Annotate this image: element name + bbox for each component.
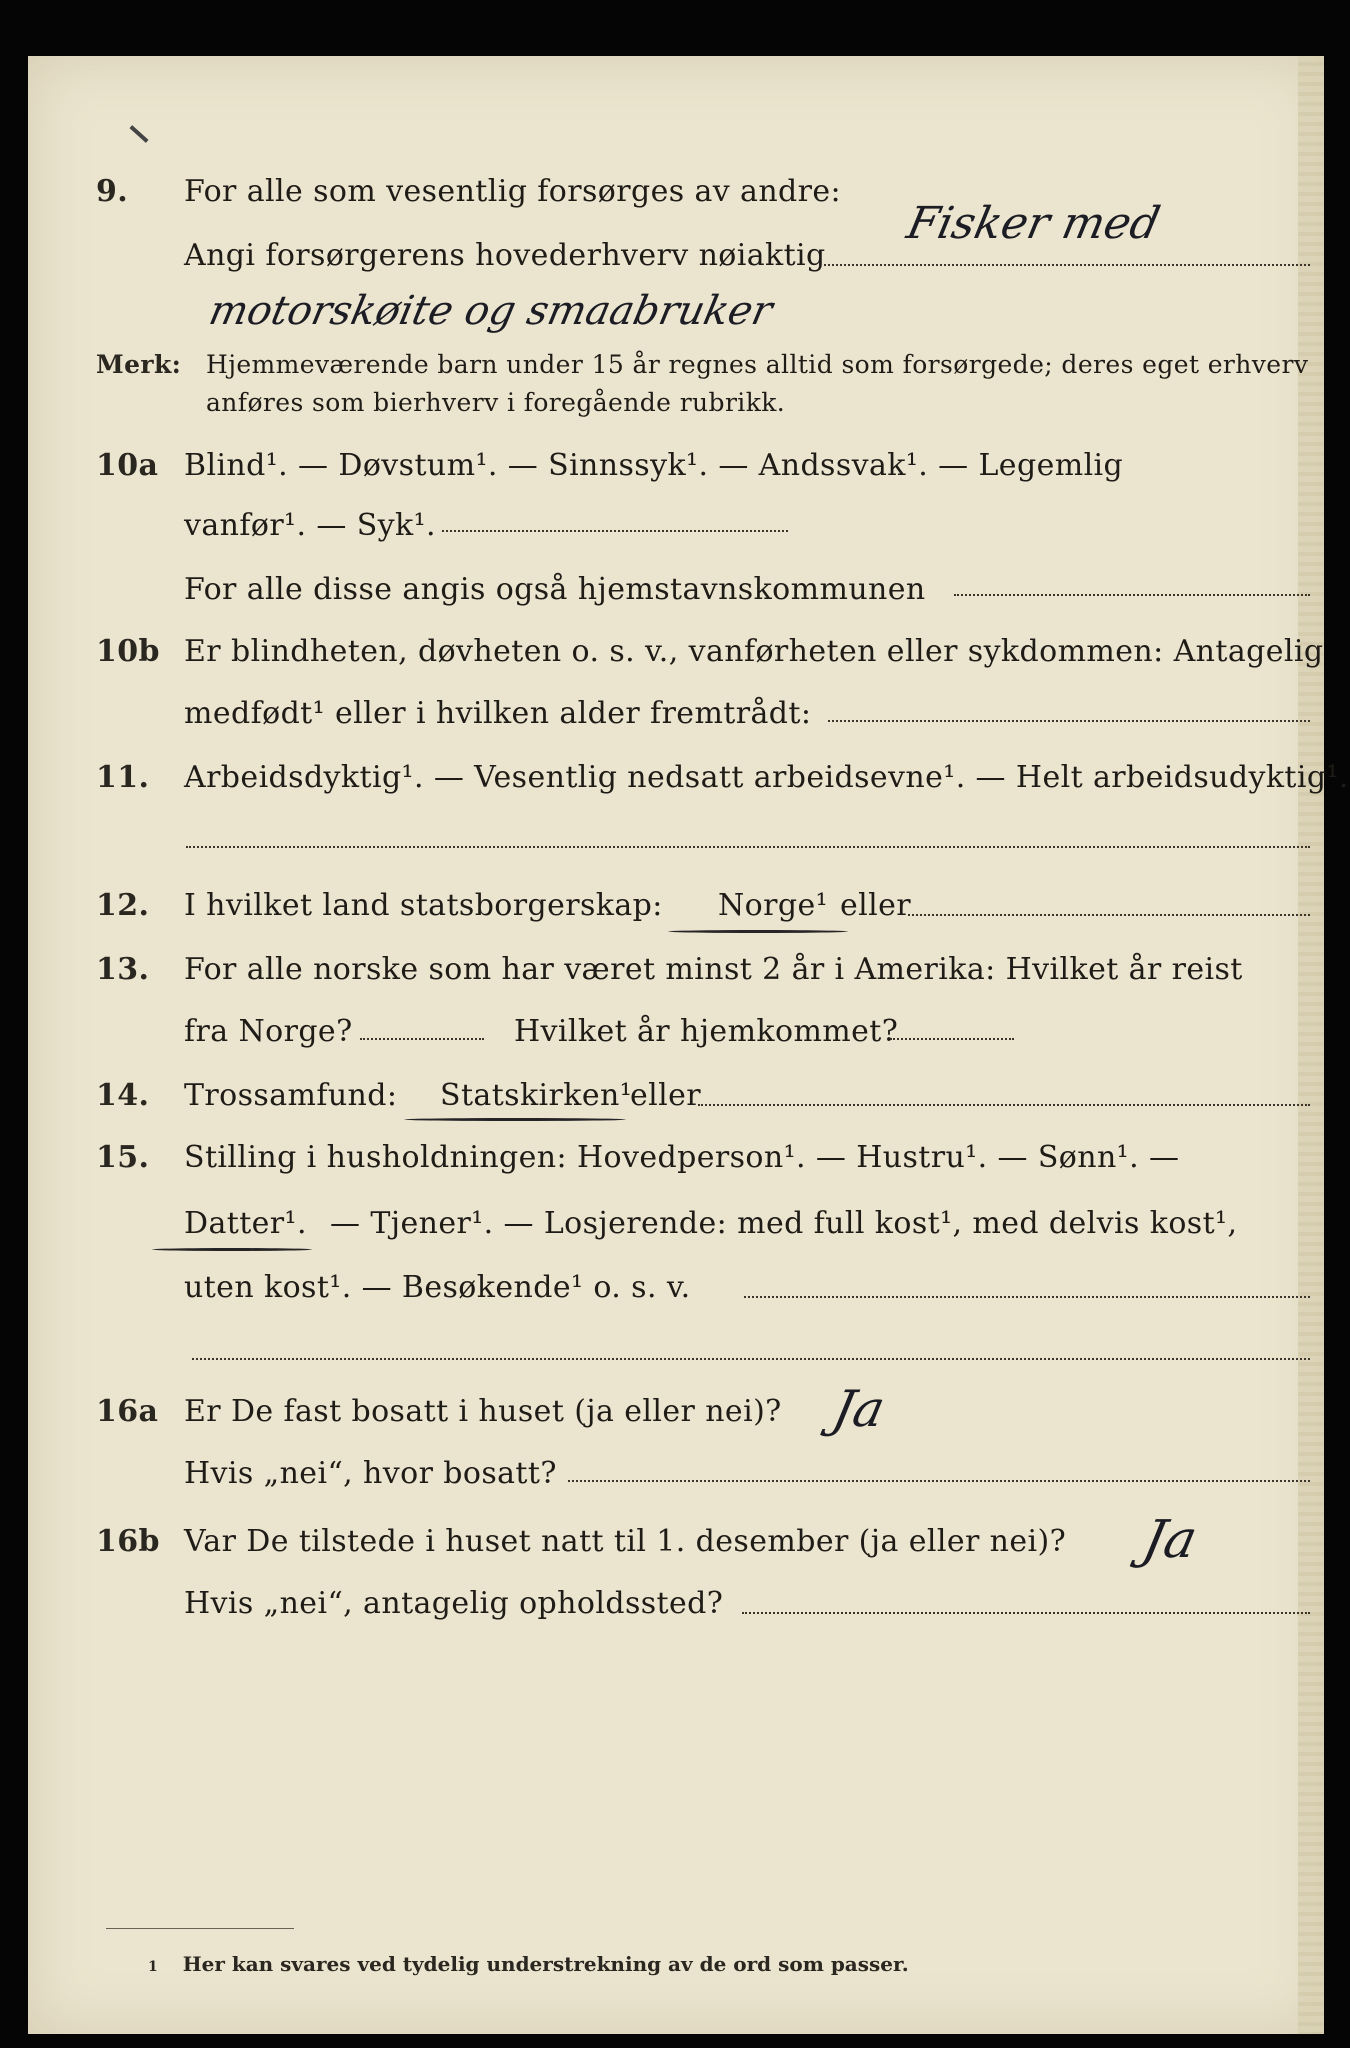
census-form-page xyxy=(28,56,1349,2034)
answer-underline xyxy=(404,1118,626,1121)
handwritten-answer: Ja xyxy=(827,1380,891,1438)
question-number: 14. xyxy=(96,1078,150,1113)
question-number: 13. xyxy=(96,952,150,987)
answer-line xyxy=(890,1038,1014,1040)
question-number: 12. xyxy=(96,888,150,923)
answer-underline xyxy=(152,1248,312,1251)
question-15-line-2 xyxy=(28,1206,1324,1266)
question-text: For alle disse angis også hjemstavnskommunen xyxy=(184,572,926,607)
underlined-answer: Norge¹ xyxy=(718,888,829,923)
question-text: vanfør¹. — Syk¹. xyxy=(184,508,436,543)
footnote-text: Her kan svares ved tydelig understrekning av de ord som passer. xyxy=(182,1952,909,1976)
question-text: Trossamfund: xyxy=(184,1078,398,1113)
question-12-line-1 xyxy=(28,888,1324,948)
question-number: 10a xyxy=(96,448,159,483)
question-15-line-3 xyxy=(28,1270,1324,1330)
question-15-line-1 xyxy=(28,1140,1324,1200)
footnote-rule xyxy=(106,1928,294,1929)
answer-line xyxy=(442,530,788,532)
note-text: anføres som bierhverv i foregående rubrikk. xyxy=(206,388,786,417)
footnote xyxy=(148,1952,909,1976)
footnote-mark: 1 xyxy=(148,1959,158,1975)
question-16b-line-2 xyxy=(28,1586,1324,1646)
question-text: Hvis „nei“, antagelig opholdssted? xyxy=(184,1586,724,1621)
question-text: Angi forsørgerens hovederhverv nøiaktig xyxy=(184,238,826,273)
question-text: — Tjener¹. — Losjerende: med full kost¹, med delvis kost¹, xyxy=(330,1206,1238,1241)
question-text: Er De fast bosatt i huset (ja eller nei)? xyxy=(184,1394,782,1429)
question-10b-line-1 xyxy=(28,634,1324,694)
question-text: Blind¹. — Døvstum¹. — Sinnssyk¹. — Andssvak¹. — Legemlig xyxy=(184,448,1124,483)
answer-line xyxy=(742,1612,1310,1614)
underlined-answer: Statskirken¹ xyxy=(440,1078,633,1113)
answer-line xyxy=(186,846,1310,848)
question-text: Hvis „nei“, hvor bosatt? xyxy=(184,1456,557,1491)
answer-line xyxy=(698,1104,1310,1106)
question-text: uten kost¹. — Besøkende¹ o. s. v. xyxy=(184,1270,691,1305)
answer-line xyxy=(568,1480,1310,1482)
question-text: I hvilket land statsborgerskap: xyxy=(184,888,663,923)
question-text: medfødt¹ eller i hvilken alder fremtrådt: xyxy=(184,696,812,731)
question-13-line-1 xyxy=(28,952,1324,1012)
question-11-line-1 xyxy=(28,760,1349,820)
handwritten-answer: Ja xyxy=(1137,1510,1203,1570)
underlined-answer: Datter¹. xyxy=(184,1206,307,1241)
question-number: 16a xyxy=(96,1394,159,1429)
question-text: For alle norske som har været minst 2 år i Amerika: Hvilket år reist xyxy=(184,952,1243,987)
answer-line xyxy=(360,1038,484,1040)
answer-line xyxy=(828,720,1310,722)
question-10a-line-3 xyxy=(28,572,1324,632)
note-line-2 xyxy=(28,388,1324,448)
question-text: For alle som vesentlig forsørges av andre: xyxy=(184,174,842,209)
question-text: eller xyxy=(840,888,912,923)
answer-line xyxy=(824,264,1310,266)
note-label: Merk: xyxy=(96,350,182,379)
question-text: eller xyxy=(630,1078,702,1113)
question-number: 10b xyxy=(96,634,160,669)
question-text: Stilling i husholdningen: Hovedperson¹. — Hustru¹. — Sønn¹. — xyxy=(184,1140,1180,1175)
question-text: Var De tilstede i huset natt til 1. desember (ja eller nei)? xyxy=(184,1524,1067,1559)
question-number: 11. xyxy=(96,760,150,795)
question-number: 16b xyxy=(96,1524,160,1559)
question-16a-line-2 xyxy=(28,1456,1324,1516)
pencil-mark xyxy=(129,125,148,143)
question-16b-line-1 xyxy=(28,1524,1324,1584)
answer-line xyxy=(744,1296,1310,1298)
question-text: fra Norge? xyxy=(184,1014,353,1049)
question-10b-line-2 xyxy=(28,696,1324,756)
answer-underline xyxy=(668,930,848,933)
answer-line xyxy=(192,1358,1310,1360)
question-10a-line-2 xyxy=(28,508,1324,568)
question-13-line-2 xyxy=(28,1014,1324,1074)
question-text: Arbeidsdyktig¹. — Vesentlig nedsatt arbeidsevne¹. — Helt arbeidsudyktig¹. xyxy=(184,760,1349,795)
question-number: 15. xyxy=(96,1140,150,1175)
question-text: Er blindheten, døvheten o. s. v., vanførheten eller sykdommen: Antagelig xyxy=(184,634,1324,669)
handwritten-answer: motorskøite og smaabruker xyxy=(205,288,777,334)
question-16a-line-1 xyxy=(28,1394,1324,1454)
question-10a-line-1 xyxy=(28,448,1324,508)
handwritten-answer: Fisker med xyxy=(902,198,1165,249)
answer-line xyxy=(954,594,1310,596)
question-number: 9. xyxy=(96,174,129,209)
answer-line xyxy=(908,914,1310,916)
question-14-line-1 xyxy=(28,1078,1324,1138)
note-text: Hjemmeværende barn under 15 år regnes alltid som forsørgede; deres eget erhverv xyxy=(206,350,1309,379)
question-text: Hvilket år hjemkommet? xyxy=(514,1014,899,1049)
